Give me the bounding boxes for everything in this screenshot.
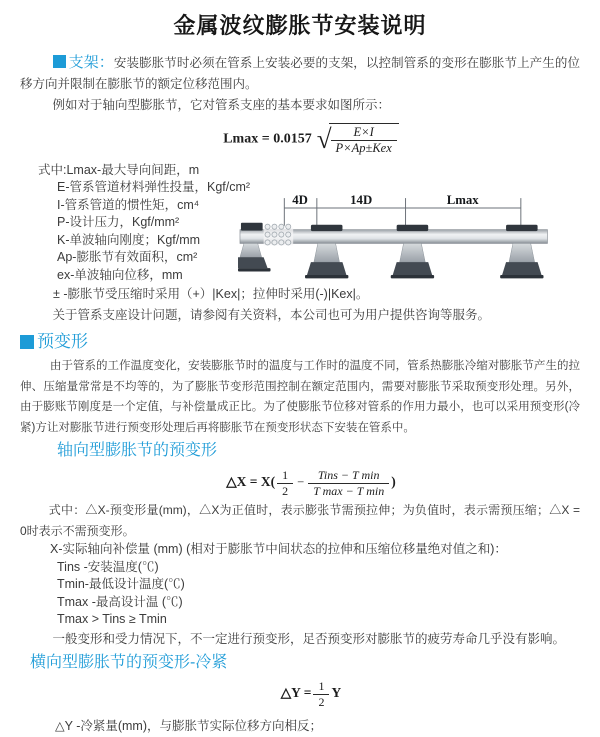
temp-comparison-line: Tmax > Tins ≥ Tmin [57,612,167,627]
lateral-subheading: 横向型膨胀节的预变形-冷紧 [30,654,228,672]
half-fraction: $\frac{1}{2}$ [277,468,293,498]
pipe-support-diagram [238,192,578,286]
definitions-and-diagram [20,162,580,285]
minus-operator: − [297,475,305,489]
section-marker-icon [53,55,66,68]
bellows-icon [264,224,294,245]
support-intro-text: 安装膨胀节时必须在管系上安装必要的支架，以控制管系的变形在膨胀节上产生的位移方向并限制在膨胀节的额定位移范围内。 [20,56,580,91]
radical-sign-icon: √ [316,124,332,155]
formula-numerator: E×I [353,125,374,139]
definition-line: ex-单波轴向位移，mm [57,267,183,282]
formula-rhs: ) [391,474,396,489]
formula-rhs: Y [331,685,342,701]
axial-subheading: 轴向型膨胀节的预变形 [57,442,218,459]
temp-definition-line: Tmin-最低设计温度(℃) [57,577,185,592]
lmax-formula [20,123,580,157]
consult-note-line: 关于管系支座设计问题，请参阅有关资料，本公司也可为用户提供咨询等服务。 [52,308,491,322]
temperature-fraction: $\frac{\text{Tins − T min}}{\text{T max − T min}}$ [308,468,389,498]
dim-label-14d: 14D [350,192,373,207]
definition-line: I-管系管道的惯性矩，cm⁴ [57,197,200,212]
dimension-lines [284,198,521,226]
lateral-note-line: △Y -冷紧量(mm)，与膨胀节实际位移方向相反； [55,718,323,733]
x-definition-line: X-实际轴向补偿量 (mm) (相对于膨胀节中间状态的拉伸和压缩位移量绝对值之和)： [50,542,507,557]
predeform-section-title: 预变形 [37,332,88,351]
formula-lhs: △Y = [280,685,312,701]
temp-definition-line: Tins -安装温度(℃) [57,559,159,574]
support-intro-paragraph [20,52,580,95]
dim-label-lmax: Lmax [446,192,479,207]
lateral-formula [20,679,580,709]
definition-line: 式中:Lmax-最大导向间距，m [38,162,200,177]
formula-lhs: △X = X( [226,474,276,489]
pm-note-line: ± -膨胀节受压缩时采用（+）|Kex|；拉伸时采用(-)|Kex|。 [53,287,369,301]
predeform-section-header [20,331,580,353]
formula-denominator: P×Ap±Kex [331,140,397,156]
predeform-paragraph: 由于管系的工作温度变化，安装膨胀节时的温度与工作时的温度不同，管系热膨胀冷缩对膨胀节产生的拉伸、压缩量常常是不均等的，为了膨胀节变形范围控制在额定范围内，需要对膨胀节采取预变形处理。另外，由于膨账节刚度是一个定值，与补偿量成正比。为了使膨胀节位移对管系的作用力最小，也可以采用预变形(冷紧)方让对膨胀节进行预变形处理后再将膨胀节在预变形状态下安装在管系中。 [20,360,580,434]
formula-lhs: Lmax = 0.0157 [223,131,312,147]
axial-formula [20,468,580,498]
definition-line: K-单波轴向刚度；Kgf/mm [57,232,201,247]
dim-label-4d: 4D [292,192,308,207]
definition-line: Ap-膨胀节有效面积，cm² [57,250,198,264]
half-fraction: $\frac{1}{2}$ [313,679,329,709]
section-marker-icon [20,335,34,349]
definition-line: P-设计压力，Kgf/mm² [57,215,180,229]
definition-line: E-管系管道材料弹性投量，Kgf/cm² [57,180,251,194]
temp-definition-line: Tmax -最高设计温 (℃) [57,594,183,609]
support-section-label: 支架： [68,54,114,71]
page-title: 金属波纹膨胀节安装说明 [173,13,427,38]
support-example-line: 例如对于轴向型膨胀节，它对管系支座的基本要求如图所示： [52,98,391,112]
axial-note-line: 一般变形和受力情况下，不一定进行预变形，足否预变形对膨胀节的疲劳寿命几乎没有影响。 [52,631,566,646]
axial-explanation: 式中：△X-预变形量(mm)，△X为正值时，表示膨张节需预拉伸；为负值时，表示需预压缩；△X = 0时表示不需预变形。 [20,503,580,538]
radicand [329,123,399,157]
